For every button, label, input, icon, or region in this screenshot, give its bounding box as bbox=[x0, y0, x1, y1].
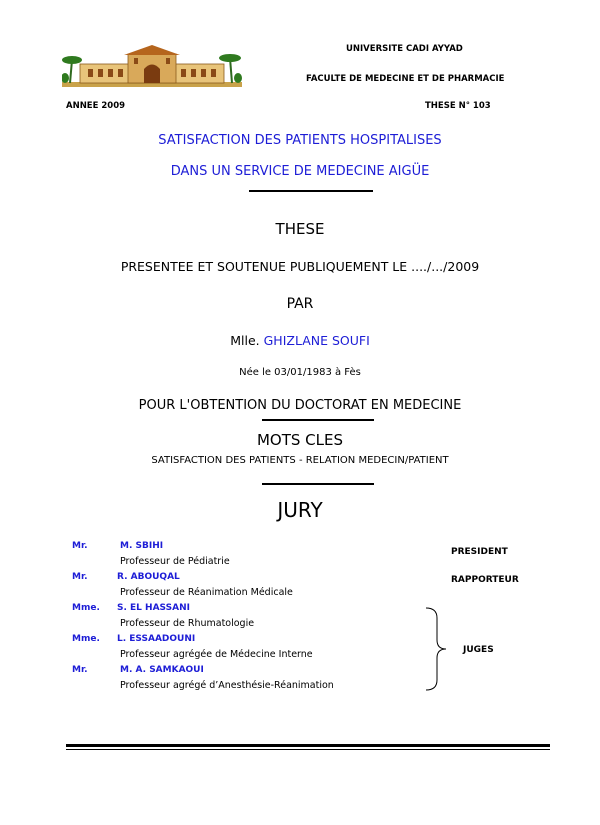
thesis-title-line2: DANS UN SERVICE DE MEDECINE AIGÜE bbox=[170, 164, 430, 179]
par-label: PAR bbox=[286, 296, 314, 312]
role-president: PRESIDENT bbox=[451, 547, 508, 557]
presentation-line: PRESENTEE ET SOUTENUE PUBLIQUEMENT LE ..../.../2009 bbox=[120, 259, 480, 274]
jury-member-desc: Professeur de Pédiatrie bbox=[120, 556, 230, 567]
jury-member-desc: Professeur de Rhumatologie bbox=[120, 618, 255, 629]
birth-info: Née le 03/01/1983 à Fès bbox=[239, 367, 361, 378]
purpose-divider bbox=[262, 419, 374, 421]
university-name: UNIVERSITE CADI AYYAD bbox=[346, 44, 463, 54]
jury-member-desc: Professeur agrégé d’Anesthésie-Réanimation bbox=[120, 680, 334, 691]
keywords-label: MOTS CLES bbox=[256, 431, 344, 449]
faculty-logo bbox=[62, 42, 242, 88]
role-juges: JUGES bbox=[463, 645, 494, 655]
jury-member-name: L. ESSAADOUNI bbox=[117, 634, 196, 644]
keywords-divider bbox=[262, 483, 374, 485]
degree-purpose: POUR L'OBTENTION DU DOCTORAT EN MEDECINE bbox=[138, 398, 462, 413]
jury-label: JURY bbox=[277, 498, 323, 522]
these-label: THESE bbox=[275, 220, 325, 238]
thesis-number: THESE N° 103 bbox=[425, 101, 491, 111]
role-rapporteur: RAPPORTEUR bbox=[451, 575, 519, 585]
judges-brace-icon bbox=[424, 606, 452, 692]
keywords-text: SATISFACTION DES PATIENTS - RELATION MEDECIN/PATIENT bbox=[151, 455, 449, 466]
footer-rule-thick bbox=[66, 744, 550, 747]
title-divider bbox=[249, 190, 373, 192]
jury-member-desc: Professeur agrégée de Médecine Interne bbox=[120, 649, 313, 660]
footer-rule-thin bbox=[66, 749, 550, 750]
jury-member-name: M. A. SAMKAOUI bbox=[120, 665, 204, 675]
author-line bbox=[0, 333, 600, 348]
author-name: GHIZLANE SOUFI bbox=[263, 333, 370, 348]
jury-member-name: R. ABOUQAL bbox=[117, 572, 180, 582]
jury-member-name: M. SBIHI bbox=[120, 541, 164, 551]
author-prefix: Mlle. bbox=[230, 333, 260, 348]
jury-member-desc: Professeur de Réanimation Médicale bbox=[120, 587, 293, 598]
jury-member-title: Mme. bbox=[72, 634, 100, 644]
jury-member-title: Mr. bbox=[72, 665, 88, 675]
thesis-year: ANNEE 2009 bbox=[66, 101, 126, 111]
jury-member-title: Mr. bbox=[72, 541, 88, 551]
jury-member-name: S. EL HASSANI bbox=[117, 603, 190, 613]
jury-member-title: Mme. bbox=[72, 603, 100, 613]
faculty-name: FACULTE DE MEDECINE ET DE PHARMACIE bbox=[306, 74, 505, 84]
jury-member-title: Mr. bbox=[72, 572, 88, 582]
thesis-title-line1: SATISFACTION DES PATIENTS HOSPITALISES bbox=[158, 133, 442, 148]
